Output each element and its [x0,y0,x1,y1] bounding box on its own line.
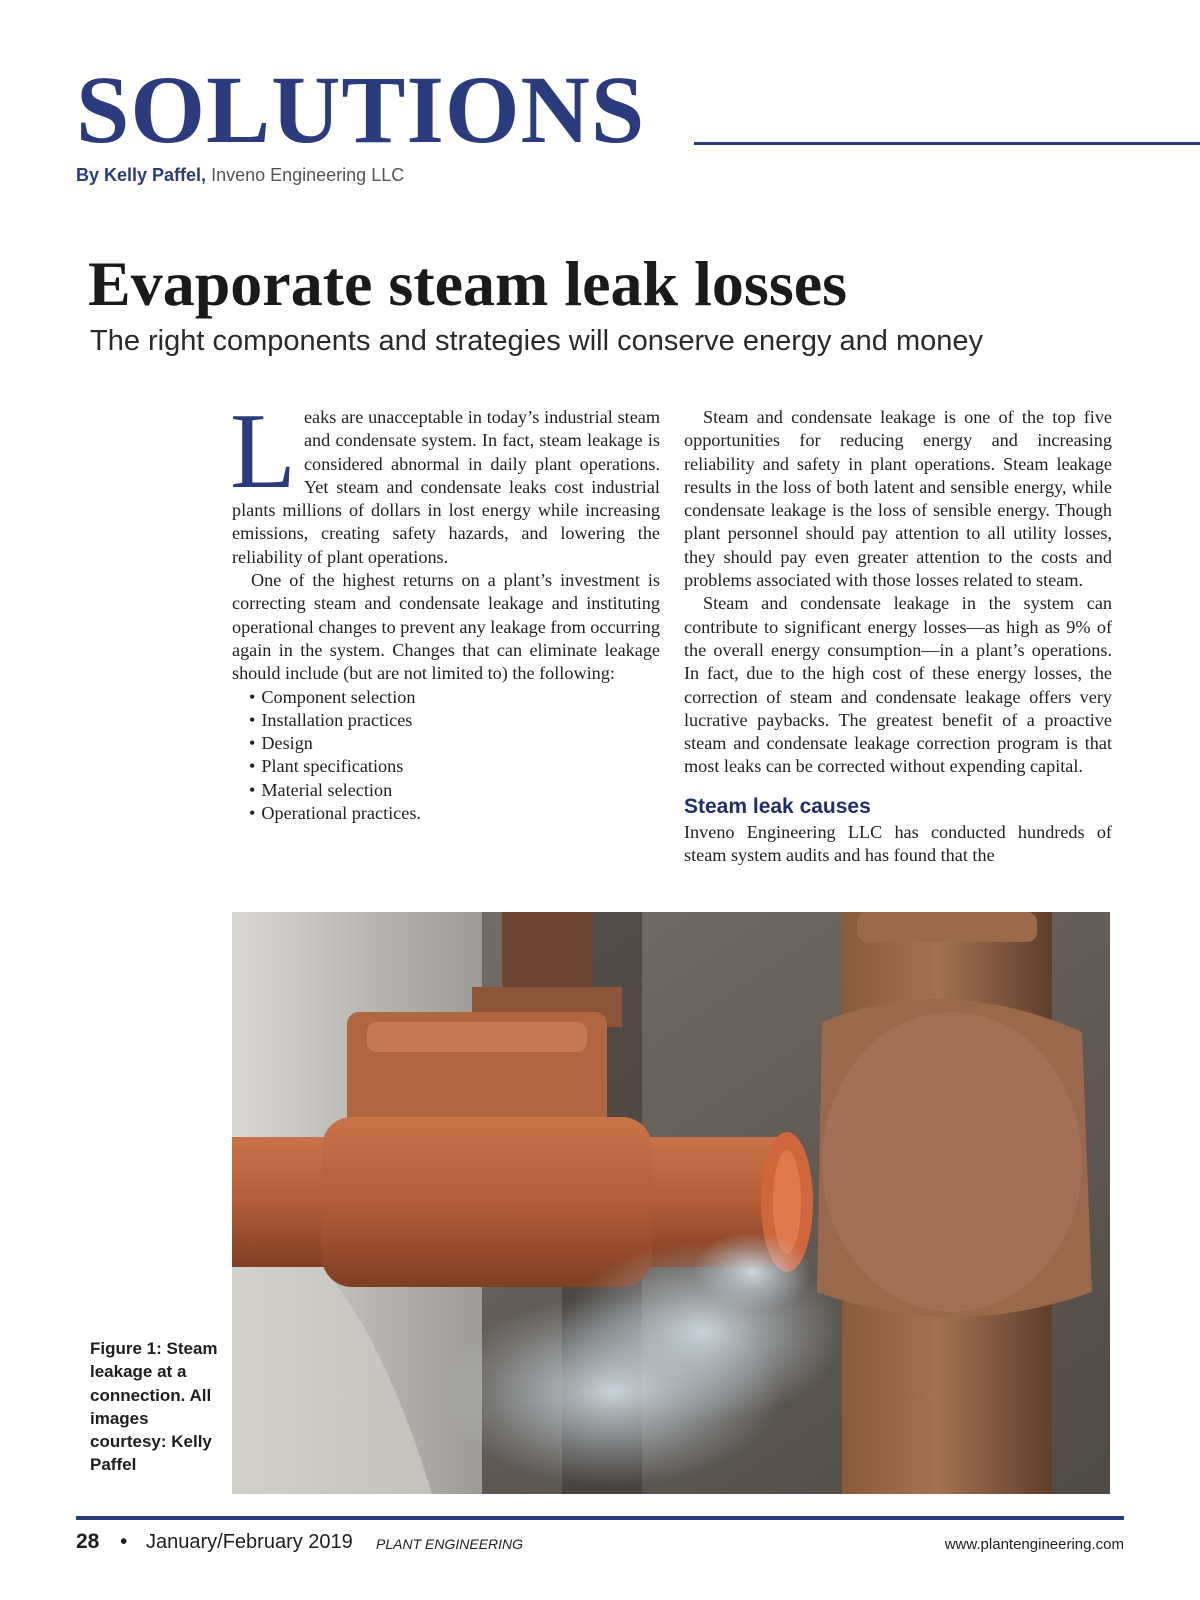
body-column-left [230,392,660,825]
paragraph-causes: Inveno Engineering LLC has conducted hundreds of steam system audits and has found that the [684,821,1112,866]
list-item: • Installation practices [249,709,660,732]
page-number: 28 [76,1530,100,1553]
footer-rule [76,1516,1124,1520]
paragraph-intro [230,392,660,569]
subhead-steam-leak-causes: Steam leak causes [684,794,871,818]
byline [76,165,404,186]
drop-cap: L [230,392,296,511]
paragraph-energy-losses: Steam and condensate leakage in the system can contribute to significant energy losses—as high as 9% of the overall energy consumption—in a plant’s operations. In fact, due to the high cost of these energy losses, the correction of steam and condensate leakage offers very lucrative paybacks. The greatest benefit of a proactive steam and condensate leakage correction program is that most leaks can be corrected without expending capital. [684,593,1112,777]
paragraph-returns: One of the highest returns on a plant’s investment is correcting steam and condensate leakage and instituting operational changes to prevent any leakage from occurring again in the system. Changes that can eliminate leakage should include (but are not limited to) the following: [232,570,660,684]
body-column-right [684,406,1112,867]
list-item: • Material selection [249,779,660,802]
bullet-list [232,686,660,826]
article-deck: The right components and strategies will conserve energy and money [90,325,984,357]
list-item: • Design [249,732,660,755]
website-url: www.plantengineering.com [944,1536,1124,1553]
byline-company: Inveno Engineering LLC [211,165,405,185]
figure-caption: Figure 1: Steam leakage at a connection. All images courtesy: Kelly Paffel [90,1339,218,1475]
section-title: SOLUTIONS [76,56,646,163]
list-item: • Component selection [249,686,660,709]
paragraph-opportunities: Steam and condensate leakage is one of the top five opportunities for reducing energy and increasing reliability and safety in plant operations. Steam leakage results in the loss of both latent and sensible energy, while condensate leakage is the loss of sensible energy. Though plant personnel should pay attention to all utility losses, they should pay even greater attention to the costs and problems associated with those losses related to steam. [684,407,1112,591]
footer-separator: • [120,1530,128,1553]
page-footer [76,1530,1124,1560]
steam-leak-illustration [232,912,1110,1494]
magazine-name: PLANT ENGINEERING [376,1536,524,1552]
issue-date: January/February 2019 [146,1531,353,1553]
list-item: • Operational practices. [249,802,660,825]
figure-photo [232,912,1110,1494]
article-title: Evaporate steam leak losses [88,248,848,319]
paragraph-intro-text: eaks are unacceptable in today’s industrial steam and condensate system. In fact, steam leakage is considered abnormal in daily plant operations. Yet steam and condensate leaks cost industrial plants millions of dollars in lost energy while increasing emissions, creating safety hazards, and lowering the reliability of plant operations. [232,407,660,567]
byline-author: By Kelly Paffel, [76,165,207,185]
section-rule [694,142,1200,145]
list-item: • Plant specifications [249,755,660,778]
